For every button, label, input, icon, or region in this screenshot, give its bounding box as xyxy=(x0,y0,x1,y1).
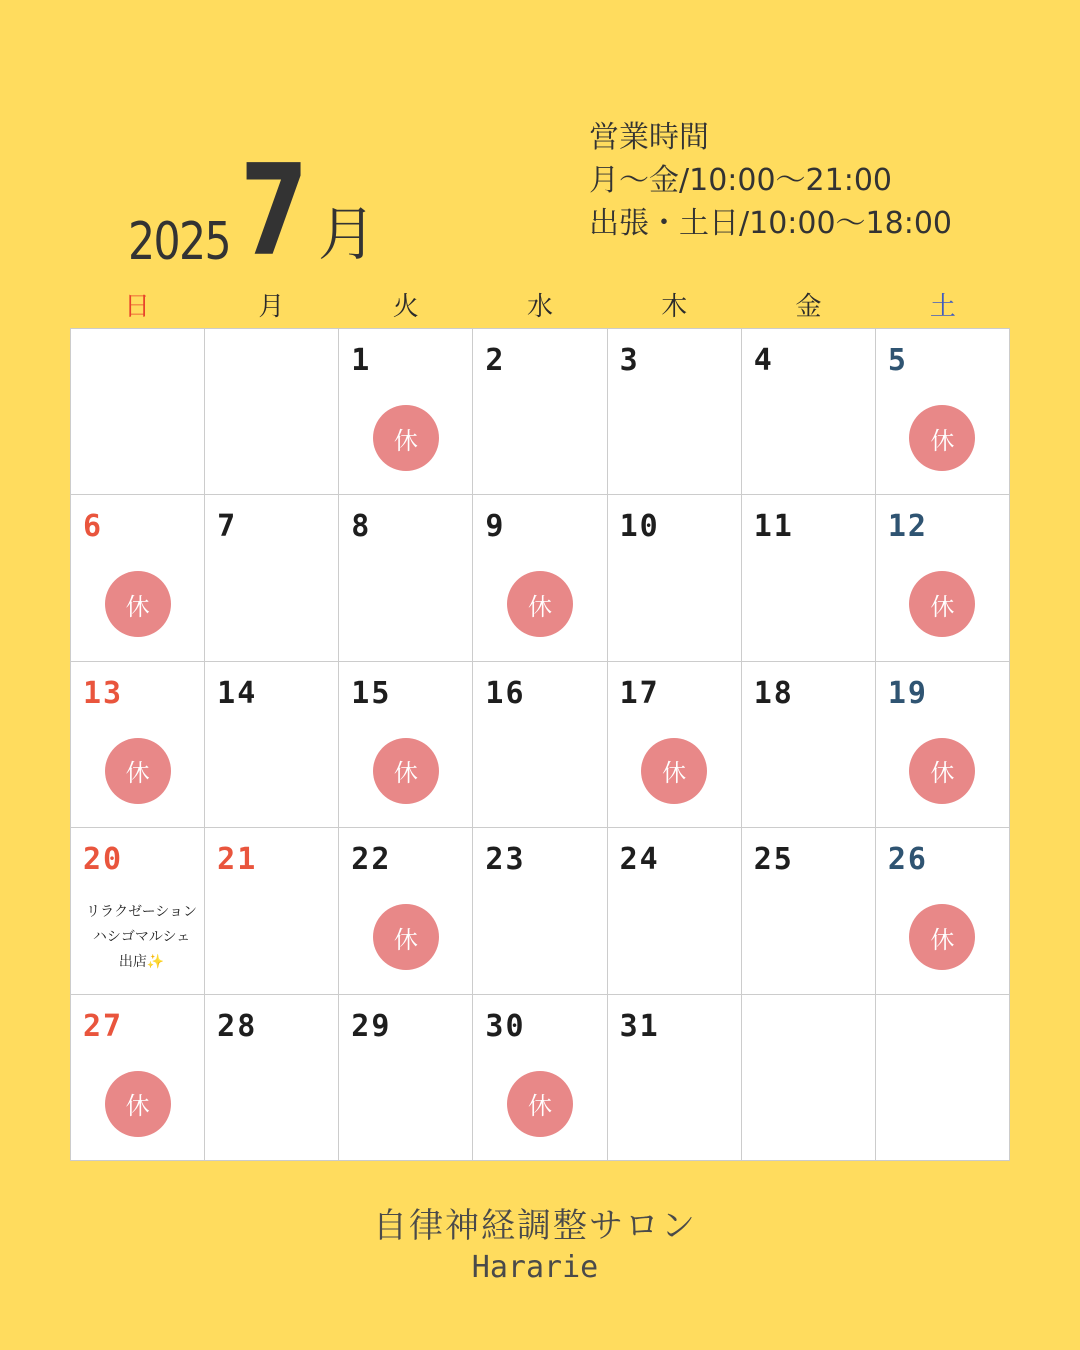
day-number: 9 xyxy=(485,509,506,545)
calendar-day-cell xyxy=(205,995,339,1161)
calendar-day-cell xyxy=(742,329,876,495)
salon-name: 自律神経調整サロン xyxy=(373,1206,697,1246)
day-number: 31 xyxy=(619,1008,660,1044)
closed-badge: 休 xyxy=(105,571,171,637)
weekday-header xyxy=(70,288,1010,326)
month-number: 7 xyxy=(240,137,309,284)
calendar-day-cell xyxy=(608,662,742,828)
closed-badge: 休 xyxy=(909,405,975,471)
event-note-line: リラクゼーション xyxy=(86,904,198,921)
calendar-day-cell xyxy=(71,828,205,994)
calendar-day-cell xyxy=(876,495,1010,661)
day-number: 20 xyxy=(83,842,124,878)
year: 2025 xyxy=(128,212,230,272)
business-hours-weekday: 月～金/10:00～21:00 xyxy=(589,163,893,198)
day-number: 15 xyxy=(351,675,392,711)
calendar-day-cell xyxy=(339,495,473,661)
event-note-line: ハシゴマルシェ xyxy=(92,929,191,946)
day-number: 1 xyxy=(351,343,372,378)
calendar-day-cell xyxy=(876,662,1010,828)
day-number: 12 xyxy=(887,509,928,545)
day-number: 8 xyxy=(351,509,372,545)
day-number: 22 xyxy=(351,842,392,878)
calendar-day-cell xyxy=(71,329,205,495)
calendar-day-cell xyxy=(205,662,339,828)
closed-badge: 休 xyxy=(507,1071,573,1137)
weekday-thu: 木 xyxy=(661,292,688,322)
calendar-day-cell xyxy=(742,662,876,828)
closed-badge: 休 xyxy=(641,738,707,804)
day-number: 2 xyxy=(485,343,506,378)
day-number: 16 xyxy=(485,675,526,711)
calendar-day-cell xyxy=(608,828,742,994)
day-number: 3 xyxy=(619,343,640,378)
calendar-day-cell xyxy=(339,662,473,828)
day-number: 21 xyxy=(217,842,258,878)
calendar-day-cell xyxy=(71,495,205,661)
event-note-line: 出店✨ xyxy=(118,954,165,971)
calendar-day-cell xyxy=(742,995,876,1161)
closed-badge: 休 xyxy=(909,571,975,637)
day-number: 29 xyxy=(351,1008,392,1044)
closed-badge: 休 xyxy=(105,1071,171,1137)
calendar-day-cell xyxy=(473,495,607,661)
calendar-day-cell xyxy=(205,495,339,661)
calendar-grid xyxy=(70,328,1010,1161)
business-hours-title: 営業時間 xyxy=(589,120,709,155)
closed-badge: 休 xyxy=(507,571,573,637)
weekday-sat: 土 xyxy=(929,292,956,322)
day-number: 23 xyxy=(485,842,526,878)
day-number: 11 xyxy=(753,509,794,545)
day-number: 26 xyxy=(887,842,928,878)
calendar-day-cell xyxy=(876,329,1010,495)
weekday-wed: 水 xyxy=(526,292,553,322)
closed-badge: 休 xyxy=(373,405,439,471)
closed-badge: 休 xyxy=(373,904,439,970)
calendar-day-cell xyxy=(71,662,205,828)
day-number: 5 xyxy=(887,343,908,378)
calendar-day-cell xyxy=(876,995,1010,1161)
closed-badge: 休 xyxy=(909,738,975,804)
calendar-day-cell xyxy=(339,329,473,495)
day-number: 27 xyxy=(83,1008,124,1044)
calendar-day-cell xyxy=(608,495,742,661)
day-number: 4 xyxy=(753,343,774,378)
day-number: 6 xyxy=(83,509,104,545)
calendar-day-cell xyxy=(742,828,876,994)
calendar-day-cell xyxy=(473,828,607,994)
calendar-day-cell xyxy=(608,329,742,495)
closed-badge: 休 xyxy=(105,738,171,804)
calendar-day-cell xyxy=(339,828,473,994)
weekday-mon: 月 xyxy=(258,292,285,322)
day-number: 18 xyxy=(753,675,794,711)
calendar-day-cell xyxy=(473,995,607,1161)
day-number: 14 xyxy=(217,675,258,711)
calendar-day-cell xyxy=(473,329,607,495)
calendar-day-cell xyxy=(742,495,876,661)
calendar-day-cell xyxy=(473,662,607,828)
calendar-day-cell xyxy=(876,828,1010,994)
brand-name: Hararie xyxy=(471,1250,599,1285)
closed-badge: 休 xyxy=(909,904,975,970)
day-number: 28 xyxy=(217,1008,258,1044)
day-number: 25 xyxy=(753,842,794,878)
event-note xyxy=(71,900,212,975)
calendar-day-cell xyxy=(339,995,473,1161)
calendar-day-cell xyxy=(71,995,205,1161)
calendar-day-cell xyxy=(205,828,339,994)
day-number: 7 xyxy=(217,509,238,545)
day-number: 17 xyxy=(619,675,660,711)
day-number: 10 xyxy=(619,509,660,545)
calendar-day-cell xyxy=(205,329,339,495)
day-number: 19 xyxy=(887,675,928,711)
weekday-tue: 火 xyxy=(392,292,419,322)
day-number: 13 xyxy=(83,675,124,711)
month-label: 月 xyxy=(318,200,377,268)
weekday-fri: 金 xyxy=(795,292,822,322)
weekday-sun: 日 xyxy=(124,292,151,322)
day-number: 30 xyxy=(485,1008,526,1044)
calendar-day-cell xyxy=(608,995,742,1161)
business-hours xyxy=(589,116,952,245)
business-hours-other: 出張・土日/10:00～18:00 xyxy=(589,206,953,241)
day-number: 24 xyxy=(619,842,660,878)
closed-badge: 休 xyxy=(373,738,439,804)
